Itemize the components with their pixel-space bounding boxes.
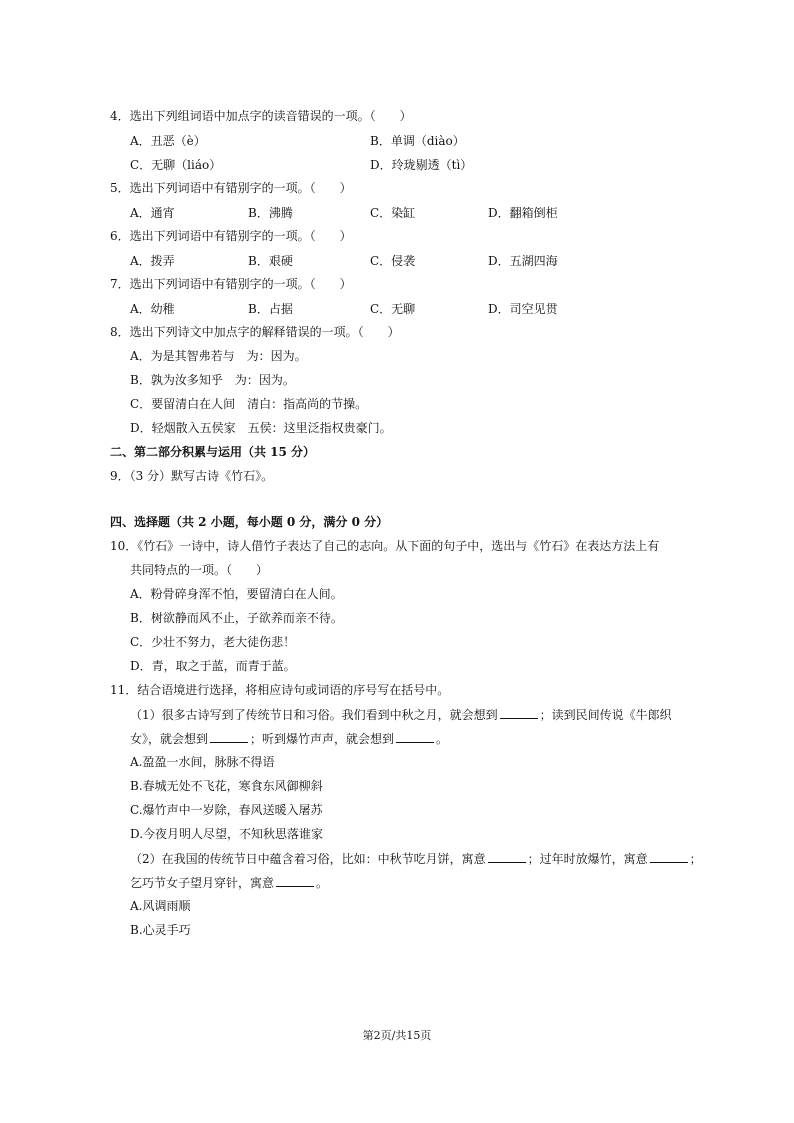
page-number-footer: 第2页/共15页 [362, 1029, 432, 1042]
q6-option-d: D．五湖四海 [488, 254, 558, 268]
answer-blank[interactable] [276, 874, 314, 887]
q6-option-a: A．拨弄 [130, 254, 175, 268]
q10-option-b: B．树欲静而风不止，子欲养而亲不待。 [130, 611, 343, 625]
q6-option-c: C．侵袭 [370, 254, 416, 268]
q10-option-d: D．青，取之于蓝，而青于蓝。 [130, 659, 296, 673]
q7-option-d: D．司空见贯 [488, 302, 558, 316]
q11-part2-line-2 [130, 874, 328, 891]
q11-part2-text-c: ； [689, 852, 702, 866]
answer-blank[interactable] [650, 850, 688, 863]
q4-stem: 4．选出下列组词语中加点字的读音错误的一项。（ ） [110, 109, 412, 123]
q8-option-d: D．轻烟散入五侯家 五侯：这里泛指权贵豪门。 [130, 421, 392, 435]
q6-stem: 6．选出下列词语中有错别字的一项。（ ） [110, 229, 352, 243]
q10-stem-line-1: 10．《竹石》一诗中，诗人借竹子表达了自己的志向。从下面的句子中，选出与《竹石》在表达方法上有 [110, 539, 660, 553]
q5-option-a: A．通宵 [130, 206, 175, 220]
q11-part1-line-2 [130, 730, 448, 747]
q5-option-c: C．染缸 [370, 206, 416, 220]
q11-part1-text-a: （1）很多古诗写到了传统节日和习俗。我们看到中秋之月，就会想到 [130, 708, 498, 722]
q11-part2-text-a: （2）在我国的传统节日中蕴含着习俗，比如：中秋节吃月饼，寓意 [130, 852, 486, 866]
q7-stem: 7．选出下列词语中有错别字的一项。（ ） [110, 277, 352, 291]
q7-option-c: C．无聊 [370, 302, 416, 316]
q11-part2-option-b: B.心灵手巧 [130, 923, 191, 937]
q8-option-b: B．孰为汝多知乎 为：因为。 [130, 373, 295, 387]
q10-option-c: C．少壮不努力，老大徒伤悲！ [130, 635, 296, 649]
q11-part2-text-b: ；过年时放爆竹，寓意 [527, 852, 648, 866]
q11-stem: 11．结合语境进行选择，将相应诗句或词语的序号写在括号中。 [110, 683, 450, 697]
q8-stem: 8．选出下列诗文中加点字的解释错误的一项。（ ） [110, 325, 400, 339]
q7-option-a: A．幼稚 [130, 302, 175, 316]
q8-option-c: C．要留清白在人间 清白：指高尚的节操。 [130, 397, 368, 411]
q9-stem: 9．（3 分）默写古诗《竹石》。 [110, 469, 274, 483]
answer-blank[interactable] [500, 706, 538, 719]
q11-option-d: D.今夜月明人尽望，不知秋思落谁家 [130, 827, 324, 841]
section-4-heading: 四、选择题（共 2 小题，每小题 0 分，满分 0 分） [110, 515, 389, 529]
q11-part2-line-1 [130, 850, 702, 867]
q11-part1-text-e: 。 [436, 732, 449, 746]
q10-stem-line-2: 共同特点的一项。（ ） [130, 563, 269, 577]
q11-part2-text-d: 乞巧节女子望月穿针，寓意 [130, 876, 275, 890]
answer-blank[interactable] [488, 850, 526, 863]
q5-stem: 5．选出下列词语中有错别字的一项。（ ） [110, 181, 352, 195]
q5-option-b: B．沸腾 [248, 206, 293, 220]
q11-part2-text-e: 。 [316, 876, 329, 890]
q11-part1-text-d: ；听到爆竹声声，就会想到 [250, 732, 395, 746]
answer-blank[interactable] [396, 730, 434, 743]
q11-part2-option-a: A.风调雨顺 [130, 899, 191, 913]
answer-blank[interactable] [210, 730, 248, 743]
q11-option-a: A.盈盈一水间，脉脉不得语 [130, 755, 275, 769]
q7-option-b: B．占据 [248, 302, 293, 316]
q11-part1-text-c: 女》，就会想到 [130, 732, 209, 746]
q8-option-a: A．为是其智弗若与 为：因为。 [130, 349, 307, 363]
q4-option-d: D．玲珑剔透（tì） [370, 158, 473, 172]
q6-option-b: B．艰硬 [248, 254, 293, 268]
section-2-heading: 二、第二部分积累与运用（共 15 分） [110, 445, 316, 459]
q4-option-c: C．无聊（liáo） [130, 158, 222, 172]
q5-option-d: D．翻箱倒柜 [488, 206, 558, 220]
q11-part1-line-1 [130, 706, 672, 723]
q4-option-a: A．丑恶（è） [130, 134, 206, 148]
q10-option-a: A．粉骨碎身浑不怕，要留清白在人间。 [130, 587, 343, 601]
q11-option-b: B.春城无处不飞花，寒食东风御柳斜 [130, 779, 323, 793]
q4-option-b: B．单调（diào） [370, 134, 465, 148]
q11-part1-text-b: ；读到民间传说《牛郎织 [539, 708, 672, 722]
q11-option-c: C.爆竹声中一岁除，春风送暖入屠苏 [130, 803, 323, 817]
